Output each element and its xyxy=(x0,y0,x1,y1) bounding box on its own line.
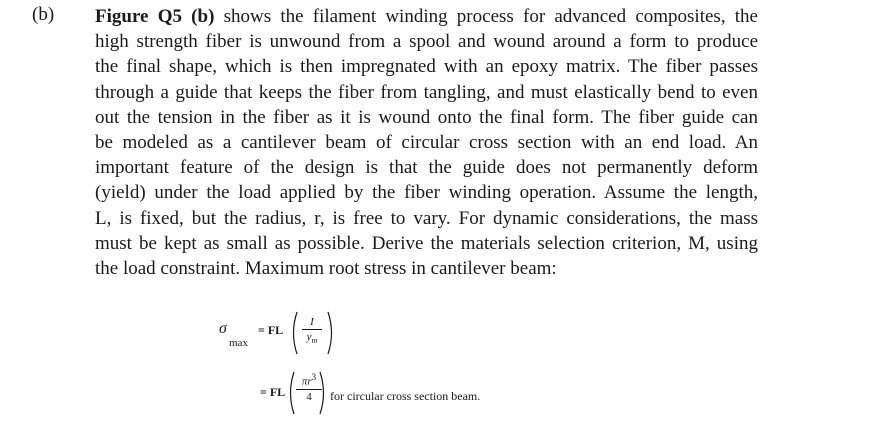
left-parenthesis-2 xyxy=(286,370,296,416)
question-line-6: be modeled as a cantilever beam of circular cross section with an end load. An xyxy=(95,132,758,154)
question-line-10: must be kept as small as possible. Derive the materials selection criterion, M, using xyxy=(95,232,758,254)
figure-reference: Figure Q5 (b) xyxy=(95,6,215,27)
fraction-i-over-ym xyxy=(302,316,322,345)
sigma-max-subscript: max xyxy=(229,337,248,349)
question-body xyxy=(95,4,758,281)
question-line-5: out the tension in the fiber as it is wound onto the final form. The fiber guide can xyxy=(95,106,758,128)
equation-line-1-prefix: = FL xyxy=(258,323,284,337)
fraction-2-denominator: 4 xyxy=(306,390,312,403)
question-line-11: the load constraint. Maximum root stress in cantilever beam: xyxy=(95,258,557,280)
fraction-2-numerator-r: r xyxy=(307,375,312,388)
left-parenthesis-1 xyxy=(289,310,299,356)
fraction-2-numerator-exponent: 3 xyxy=(311,372,317,382)
formula-note: for circular cross section beam. xyxy=(330,389,481,403)
question-line-1: Figure Q5 (b) shows the filament winding process for advanced composites, the xyxy=(95,6,758,27)
right-parenthesis-1 xyxy=(326,310,336,356)
fraction-1-denominator-y: y xyxy=(306,331,312,343)
question-line-8: (yield) under the load applied by the fiber winding operation. Assume the length, xyxy=(95,182,758,204)
question-line-3: the final shape, which is then impregnated with an epoxy matrix. The fiber passes xyxy=(95,56,758,78)
question-line-9: L, is fixed, but the radius, r, is free to vary. For dynamic considerations, the mass xyxy=(95,207,758,229)
fraction-1-bar xyxy=(302,329,322,330)
question-label: (b) xyxy=(32,4,55,25)
question-line-7: important feature of the design is that the guide does not permanently deform xyxy=(95,157,758,179)
question-line-4: through a guide that keeps the fiber from tangling, and must elastically bend to even xyxy=(95,81,758,103)
fraction-1-numerator: I xyxy=(310,316,314,328)
equation-line-2-prefix: = FL xyxy=(260,385,286,399)
fraction-1-denominator-sub-m: m xyxy=(311,336,318,346)
right-parenthesis-2 xyxy=(318,370,328,416)
sigma-symbol: σ xyxy=(219,320,227,337)
question-line-2: high strength fiber is unwound from a spool and wound around a form to produce xyxy=(95,31,758,53)
fraction-2-numerator-pi: π xyxy=(301,375,308,388)
